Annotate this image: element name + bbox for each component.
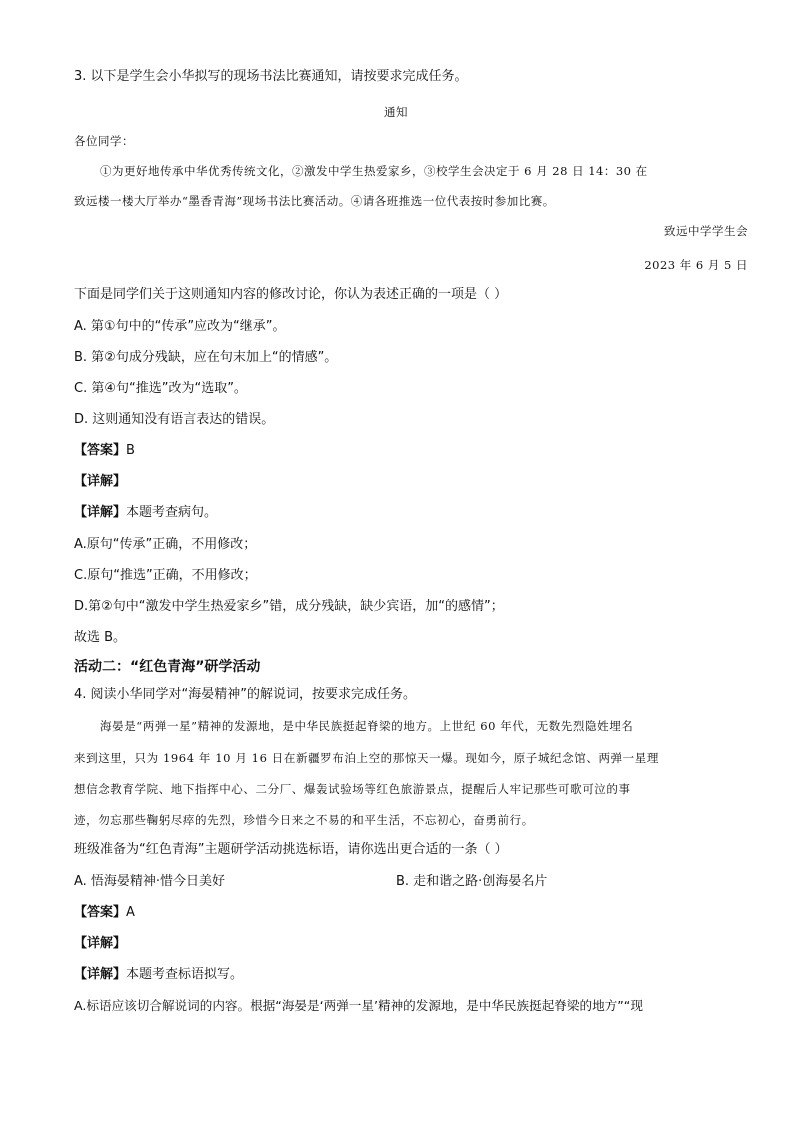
q4-stem: 4. 阅读小华同学对“海晏精神”的解说词，按要求完成任务。	[74, 687, 417, 702]
activity-heading: 活动二：“红色青海”研学活动	[74, 659, 261, 675]
q4-detail-heading: 【详解】	[74, 936, 127, 951]
q4-passage-line1: 海晏是“两弹一星”精神的发源地，是中华民族挺起脊梁的地方。上世纪 60 年代，无数先烈隐姓埋名	[100, 719, 634, 733]
notice-title: 通知	[384, 105, 408, 119]
q4-detail	[74, 966, 243, 984]
q3-analysis-a: A.原句“传承”正确，不用修改；	[74, 537, 257, 552]
q3-detail-text: 本题考查病句。	[126, 505, 218, 520]
q3-analysis-c: C.原句“推选”正确，不用修改；	[74, 568, 257, 583]
q3-option-b: B. 第②句成分残缺，应在句末加上“的情感”。	[74, 350, 338, 365]
q3-answer	[74, 442, 135, 460]
q4-detail-label: 【详解】	[74, 967, 127, 982]
q3-answer-value: B	[126, 443, 135, 458]
q4-answer	[74, 904, 135, 922]
q3-stem: 3. 以下是学生会小华拟写的现场书法比赛通知，请按要求完成任务。	[74, 69, 468, 84]
notice-signature: 致远中学学生会	[664, 224, 748, 238]
q4-answer-value: A	[126, 905, 135, 920]
q3-option-d: D. 这则通知没有语言表达的错误。	[74, 412, 275, 427]
q3-option-c: C. 第④句“推选”改为“选取”。	[74, 381, 247, 396]
q4-detail-text: 本题考查标语拟写。	[126, 967, 244, 982]
q3-analysis-d: D.第②句中“激发中学生热爱家乡”错，成分残缺，缺少宾语，加“的感情”；	[74, 599, 504, 614]
q3-detail-heading: 【详解】	[74, 474, 127, 489]
q3-detail-label: 【详解】	[74, 505, 127, 520]
notice-date: 2023 年 6 月 5 日	[644, 258, 748, 272]
notice-greeting: 各位同学：	[74, 134, 134, 148]
notice-body-line2: 致远楼一楼大厅举办“墨香青海”现场书法比赛活动。④请各班推选一位代表按时参加比赛。	[74, 194, 555, 208]
q4-question: 班级准备为“红色青海”主题研学活动挑选标语，请你选出更合适的一条（ ）	[74, 842, 508, 857]
q4-option-a: A. 悟海晏精神·惜今日美好	[74, 874, 226, 889]
q4-passage-line3: 想信念教育学院、地下指挥中心、二分厂、爆轰试验场等红色旅游景点，提醒后人牢记那些可歌可泣的事	[74, 782, 631, 796]
q4-option-b: B. 走和谐之路·创海晏名片	[396, 874, 548, 889]
q4-answer-label: 【答案】	[74, 905, 127, 920]
q3-conclusion: 故选 B。	[74, 630, 127, 645]
notice-body-line1: ①为更好地传承中华优秀传统文化，②激发中学生热爱家乡，③校学生会决定于 6 月 28 日 14：30 在	[100, 164, 648, 178]
q3-answer-label: 【答案】	[74, 443, 127, 458]
q3-detail	[74, 504, 217, 522]
q3-question: 下面是同学们关于这则通知内容的修改讨论，你认为表述正确的一项是（ ）	[74, 287, 508, 302]
q4-passage-line4: 迹，勿忘那些鞠躬尽瘁的先烈，珍惜今日来之不易的和平生活，不忘初心，奋勇前行。	[74, 813, 534, 827]
q4-analysis-a: A.标语应该切合解说词的内容。根据“海晏是‘两弹一星’精神的发源地，是中华民族挺起脊梁的地方”“现	[74, 998, 643, 1013]
q3-option-a: A. 第①句中的“传承”应改为“继承”。	[74, 319, 286, 334]
q4-passage-line2: 来到这里，只为 1964 年 10 月 16 日在新疆罗布泊上空的那惊天一爆。现如今，原子城纪念馆、两弹一星理	[74, 751, 659, 765]
